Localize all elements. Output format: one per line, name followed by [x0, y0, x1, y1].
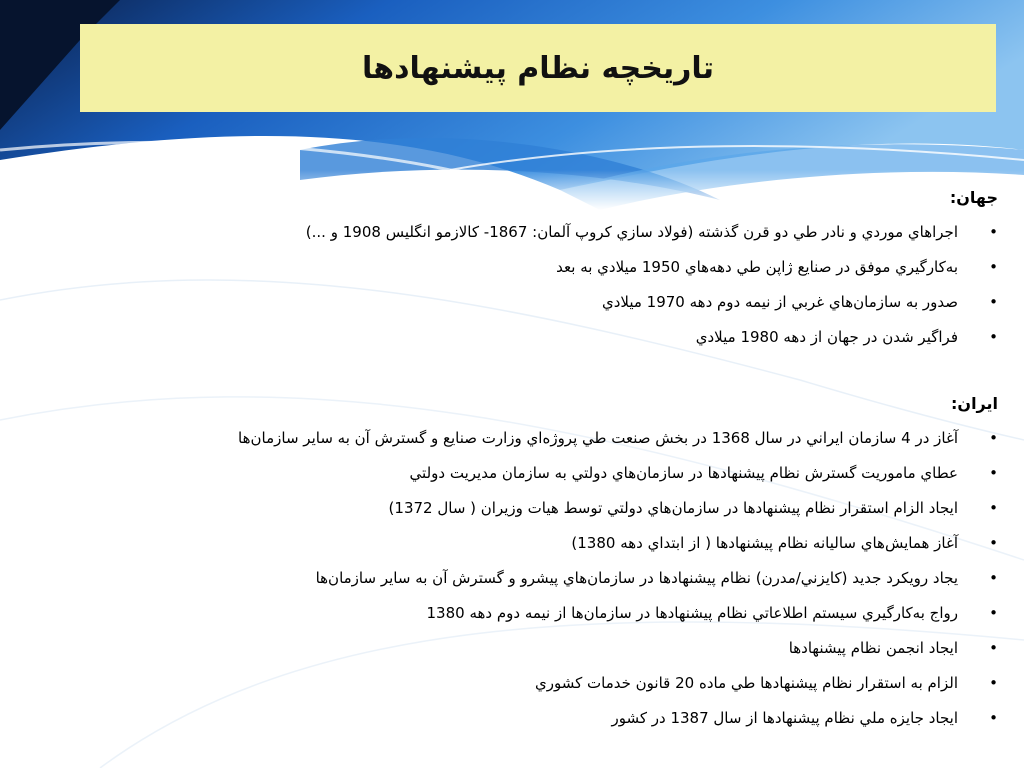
bullet-icon: •	[989, 604, 998, 622]
slide-content	[158, 188, 998, 741]
world-list	[158, 220, 998, 360]
list-item-text: به‌کارگيري موفق در صنايع ژاپن طي دهه‌هاي 1950 ميلادي به بعد	[556, 258, 958, 276]
bullet-icon: •	[989, 709, 998, 727]
list-item	[158, 671, 998, 706]
bullet-icon: •	[989, 499, 998, 517]
bullet-icon: •	[989, 464, 998, 482]
list-item	[158, 706, 998, 741]
section-heading-iran: ايران:	[951, 394, 998, 413]
iran-list	[158, 426, 998, 741]
list-item	[158, 566, 998, 601]
list-item-text: صدور به سازمان‌هاي غربي از نيمه دوم دهه 1970 ميلادي	[601, 293, 958, 311]
list-item-text: يجاد رويکرد جديد (کايزني/مدرن) نظام پيشنهادها در سازمان‌هاي پيشرو و گسترش آن به ساير سازمان‌ها	[315, 569, 958, 587]
bullet-icon: •	[989, 569, 998, 587]
list-item	[158, 531, 998, 566]
list-item-text: الزام به استقرار نظام پيشنهادها طي ماده 20 قانون خدمات کشوري	[535, 674, 958, 692]
slide-title: تاريخچه نظام پيشنهادها	[362, 50, 714, 86]
bullet-icon: •	[989, 293, 998, 311]
bullet-icon: •	[989, 258, 998, 276]
list-item	[158, 255, 998, 290]
bullet-icon: •	[989, 674, 998, 692]
list-item	[158, 601, 998, 636]
list-item-text: اجراهاي موردي و نادر طي دو قرن گذشته (فولاد سازي کروپ آلمان: 1867- کالازمو انگليس 1908 و ...)	[305, 223, 958, 241]
section-spacer	[158, 360, 998, 394]
list-item	[158, 426, 998, 461]
list-item	[158, 325, 998, 360]
list-item	[158, 220, 998, 255]
list-item-text: رواج به‌کارگيري سيستم اطلاعاتي نظام پيشنهادها در سازمان‌ها از نيمه دوم دهه 1380	[426, 604, 958, 622]
bullet-icon: •	[989, 534, 998, 552]
bullet-icon: •	[989, 223, 998, 241]
bullet-icon: •	[989, 429, 998, 447]
list-item-text: عطاي ماموريت گسترش نظام پيشنهادها در سازمان‌هاي دولتي به سازمان مديريت دولتي	[409, 464, 958, 482]
list-item-text: فراگير شدن در جهان از دهه 1980 ميلادي	[695, 328, 958, 346]
list-item-text: ايجاد انجمن نظام پيشنهادها	[788, 639, 958, 657]
list-item-text: ايجاد الزام استقرار نظام پيشنهادها در سازمان‌هاي دولتي توسط هيات وزيران ( سال 1372)	[388, 499, 958, 517]
list-item-text: ايجاد جايزه ملي نظام پيشنهادها از سال 1387 در کشور	[611, 709, 958, 727]
list-item	[158, 496, 998, 531]
list-item	[158, 461, 998, 496]
section-heading-world: جهان:	[949, 188, 998, 207]
title-banner	[80, 24, 996, 112]
list-item	[158, 636, 998, 671]
list-item-text: آغاز همايش‌هاي ساليانه نظام پيشنهادها ( از ابتداي دهه 1380)	[571, 534, 958, 552]
bullet-icon: •	[989, 639, 998, 657]
list-item	[158, 290, 998, 325]
list-item-text: آغاز در 4 سازمان ايراني در سال 1368 در بخش صنعت طي پروژه‌اي وزارت صنايع و گسترش آن به ساير سازمان‌ها	[238, 429, 958, 447]
bullet-icon: •	[989, 328, 998, 346]
